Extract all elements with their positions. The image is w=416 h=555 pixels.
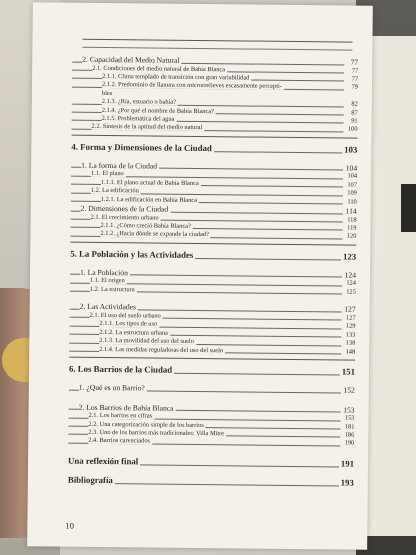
toc-entry-title: 2.1.1. ¿Cómo creció Bahía Blanca?	[100, 222, 191, 230]
toc-entry-title: bles	[101, 89, 113, 97]
toc-entry-title: 2.1.5. Problemática del agua	[101, 114, 175, 123]
toc-entry-title: 2. Las Actividades	[79, 302, 137, 312]
section-separator	[70, 242, 356, 246]
top-rule	[82, 39, 352, 43]
toc-entry-page: 127	[342, 305, 355, 315]
toc-entry-page: 153	[341, 405, 354, 415]
toc-entry-title: 1.1.1. El plano actual de Bahía Blanca	[100, 178, 199, 187]
toc-entry-title: 2.1.4. ¿Por qué el nombre de Bahía Blanca?	[101, 106, 214, 115]
toc-entry-title: 2.1.4. Las medidas reguladoras del uso del suelo	[99, 345, 224, 354]
toc-entry-page: 125	[344, 288, 356, 297]
toc-entry-page: 104	[345, 173, 357, 182]
toc-entry-page: 104	[344, 163, 357, 173]
toc-entry-title: 1. La Población	[79, 267, 128, 278]
toc-entry-title: 2.3. Uno de los barrios más tradicionales: Villa Mitre	[88, 428, 225, 438]
toc-entry-title: 2.1.1. Los tipos de uso	[99, 320, 158, 328]
toc-entry-title: 2.1.2. La estructura urbana	[99, 328, 168, 337]
toc-entry-title: 2.1.2. Predominio de llanura con microrrelieves escasamente percepti-	[101, 81, 282, 91]
toc-entry-title: 1. ¿Qué es un Barrio?	[78, 382, 145, 393]
toc-entry-title: 1.1. El plano	[91, 170, 124, 178]
toc-entry-page: 181	[343, 423, 355, 432]
toc-entry-page: 109	[345, 190, 357, 199]
toc-entry-page: 138	[344, 340, 356, 349]
toc-entry-page: 82	[349, 101, 357, 109]
toc-entry-page: 77	[350, 76, 358, 84]
toc-entry-title: 1.2. La edificación	[90, 187, 139, 195]
toc-entry-title: 1.2. La estructura	[89, 285, 135, 294]
toc-entry-page: 77	[349, 58, 359, 68]
toc-entry-page: 103	[342, 144, 357, 155]
toc-entry	[72, 123, 358, 134]
toc-entry-title: 1.2.1. La edificación en Bahía Blanca	[100, 195, 198, 204]
toc-entry-page: 151	[340, 366, 355, 377]
toc-entry-page: 124	[343, 270, 356, 280]
toc-entry-page: 152	[341, 385, 354, 395]
page-number: 10	[65, 520, 75, 531]
toc-entry-title: 2.1. Condiciones del medio natural de Bahía Blanca	[92, 64, 226, 73]
toc-entry-page: 129	[344, 323, 356, 332]
toc-entry-title: 2.1. El crecimiento urbano	[90, 213, 159, 222]
toc-entry-page: 127	[344, 314, 356, 323]
toc-entry-page: 190	[343, 440, 355, 449]
book-page	[27, 2, 373, 550]
toc-entry-page: 191	[339, 458, 354, 469]
toc-entry-page: 100	[346, 126, 358, 135]
toc-entry-page: 110	[345, 198, 356, 207]
toc-entry-title: 2. Dimensiones de la Ciudad	[80, 203, 169, 214]
toc-entry-page: 123	[341, 251, 356, 262]
toc-entry-title: 2.1.1. Clima templado de transición con gran variabilidad	[102, 72, 250, 82]
toc-entry-page: 148	[344, 348, 356, 357]
table-of-contents	[68, 55, 358, 489]
toc-entry-title: 2.1. El uso del suelo urbano	[89, 311, 161, 320]
toc-entry-page: 186	[343, 431, 355, 440]
toc-entry-title: 2. Los Barrios de Bahía Blanca	[78, 402, 174, 413]
toc-entry-page: 87	[349, 109, 357, 117]
toc-entry-page: 124	[344, 280, 356, 289]
toc-entry-page: 119	[345, 225, 356, 234]
section-separator	[71, 134, 357, 138]
toc-entry-page: 77	[350, 67, 358, 75]
toc-entry-page: 79	[350, 84, 358, 92]
back-page-dark-tab	[401, 184, 416, 232]
toc-entry	[70, 230, 356, 241]
toc-entry-page: 133	[344, 331, 356, 340]
toc-entry-title: Bibliografía	[67, 474, 113, 485]
toc-entry-title: 6. Los Barrios de la Ciudad	[68, 363, 173, 375]
toc-entry-title: 4. Forma y Dimensiones de la Ciudad	[71, 141, 212, 153]
toc-entry-title: 2.1. Los barrios en cifras	[88, 411, 153, 420]
toc-entry-title: 1. La forma de la Ciudad	[81, 160, 158, 171]
toc-entry-title: 2.1.2. ¿Hacia dónde se expande la ciudad?	[100, 230, 209, 239]
toc-entry-title: 2.2. Una categorización simple de los barrios	[88, 420, 204, 429]
toc-entry-page: 120	[345, 233, 357, 242]
toc-entry-title: 2.4. Barrios carenciados	[88, 437, 151, 445]
toc-entry-title: 1.1. El origen	[89, 277, 125, 285]
top-rule-secondary	[82, 47, 352, 51]
toc-entry	[68, 474, 354, 488]
toc-entry-page: 91	[349, 118, 357, 126]
toc-entry-page: 193	[339, 477, 354, 488]
toc-entry-title: 2.1.3. La movilidad del uso del suelo	[99, 337, 194, 346]
toc-entry-page: 114	[344, 207, 357, 217]
toc-entry-title: 2.2. Síntesis de la aptitud del medio natural	[91, 123, 203, 132]
toc-entry-page: 107	[345, 181, 357, 190]
toc-entry-title: 5. La Población y las Actividades	[70, 248, 194, 260]
toc-entry-title: 2.1.3. ¿Ría, estuario o bahía?	[101, 98, 177, 106]
toc-entry-title: 2. Capacidad del Medio Natural	[82, 54, 180, 65]
toc-entry-page: 153	[343, 415, 355, 424]
section-separator	[69, 357, 355, 361]
toc-entry-page: 118	[345, 216, 356, 225]
toc-entry	[69, 345, 355, 356]
toc-entry-title: Una reflexión final	[68, 455, 139, 467]
